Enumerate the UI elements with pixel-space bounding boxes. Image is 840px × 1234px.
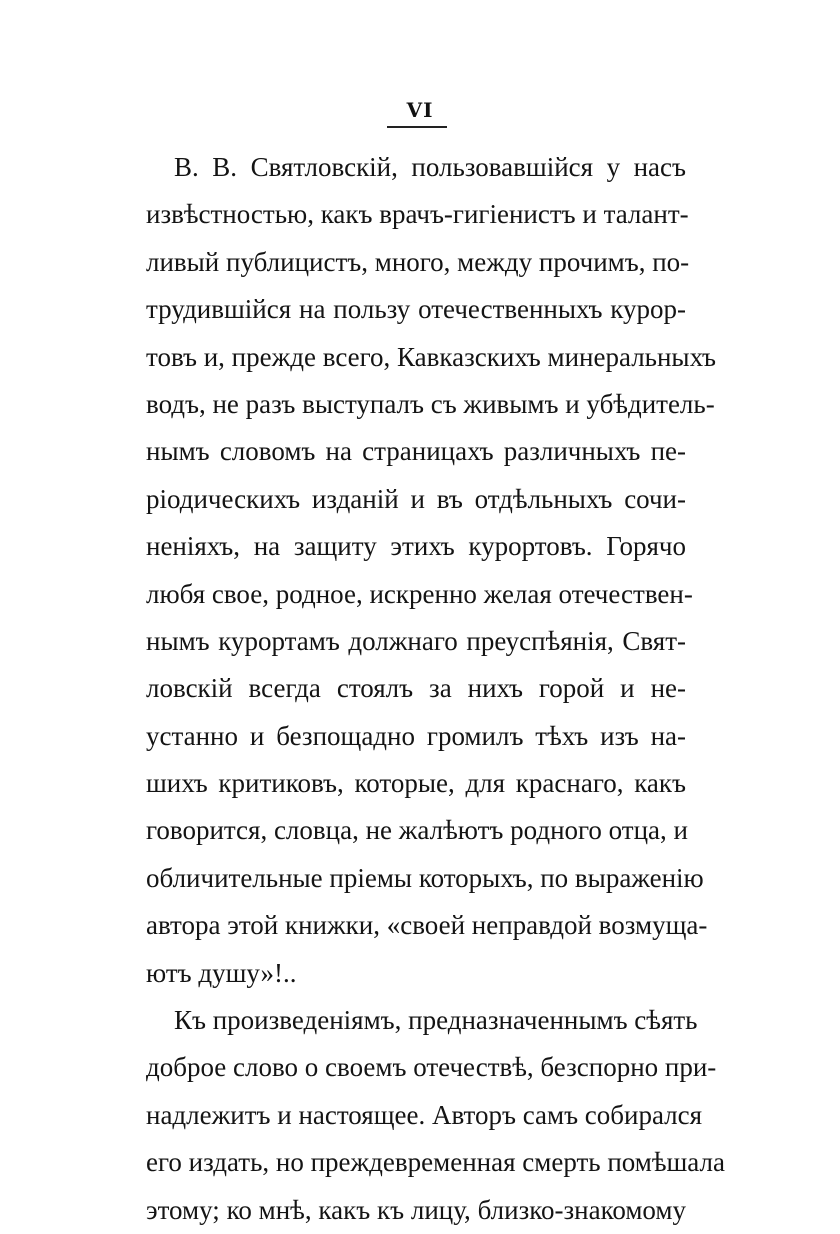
text-line: говорится, словца, не жалѣютъ родного отца, и [146,815,688,846]
text-line: обличительные пріемы которыхъ, по выраженію [146,862,704,893]
text-line: нымъ словомъ на страницахъ различныхъ пе- [146,436,686,467]
text-line: В. В. Святловскій, пользовавшійся у насъ [174,152,686,182]
text-line: неніяхъ, на защиту этихъ курортовъ. Горячо [146,531,686,562]
text-line: ютъ душу»!.. [146,957,297,988]
page-number: VI [406,98,434,122]
text-line: шихъ критиковъ, которые, для краснаго, какъ [146,768,686,799]
paragraph [146,144,717,997]
body-text [146,144,725,1234]
text-line: автора этой книжки, «своей неправдой возмуща- [146,910,708,941]
text-line: водъ, не разъ выступалъ съ живымъ и убѣдитель- [146,388,715,419]
text-line: извѣстностью, какъ врачъ-гигіенистъ и талант- [146,199,689,230]
paragraph [146,997,725,1234]
text-line: любя свое, родное, искренно желая отечествен- [146,578,693,609]
text-line: этому; ко мнѣ, какъ къ лицу, близко-знакомому [146,1194,686,1225]
text-line: доброе слово о своемъ отечествѣ, безспорно при- [146,1052,717,1083]
page-number-rule [387,126,447,128]
text-line: ливый публицистъ, много, между прочимъ, по- [146,246,690,277]
text-line: ріодическихъ изданій и въ отдѣльныхъ сочи- [146,483,686,514]
text-line: его издать, но преждевременная смерть помѣшала [146,1147,725,1178]
text-line: ловскій всегда стоялъ за нихъ горой и не- [146,673,686,704]
text-line: надлежитъ и настоящее. Авторъ самъ собирался [146,1099,703,1130]
text-line: трудившійся на пользу отечественныхъ курор- [146,294,686,325]
text-line: Къ произведеніямъ, предназначеннымъ сѣять [174,1005,698,1036]
text-line: устанно и безпощадно громилъ тѣхъ изъ на- [146,720,686,751]
text-line: нымъ курортамъ должнаго преуспѣянія, Свят- [146,625,686,656]
text-line: товъ и, прежде всего, Кавказскихъ минеральныхъ [146,341,717,372]
